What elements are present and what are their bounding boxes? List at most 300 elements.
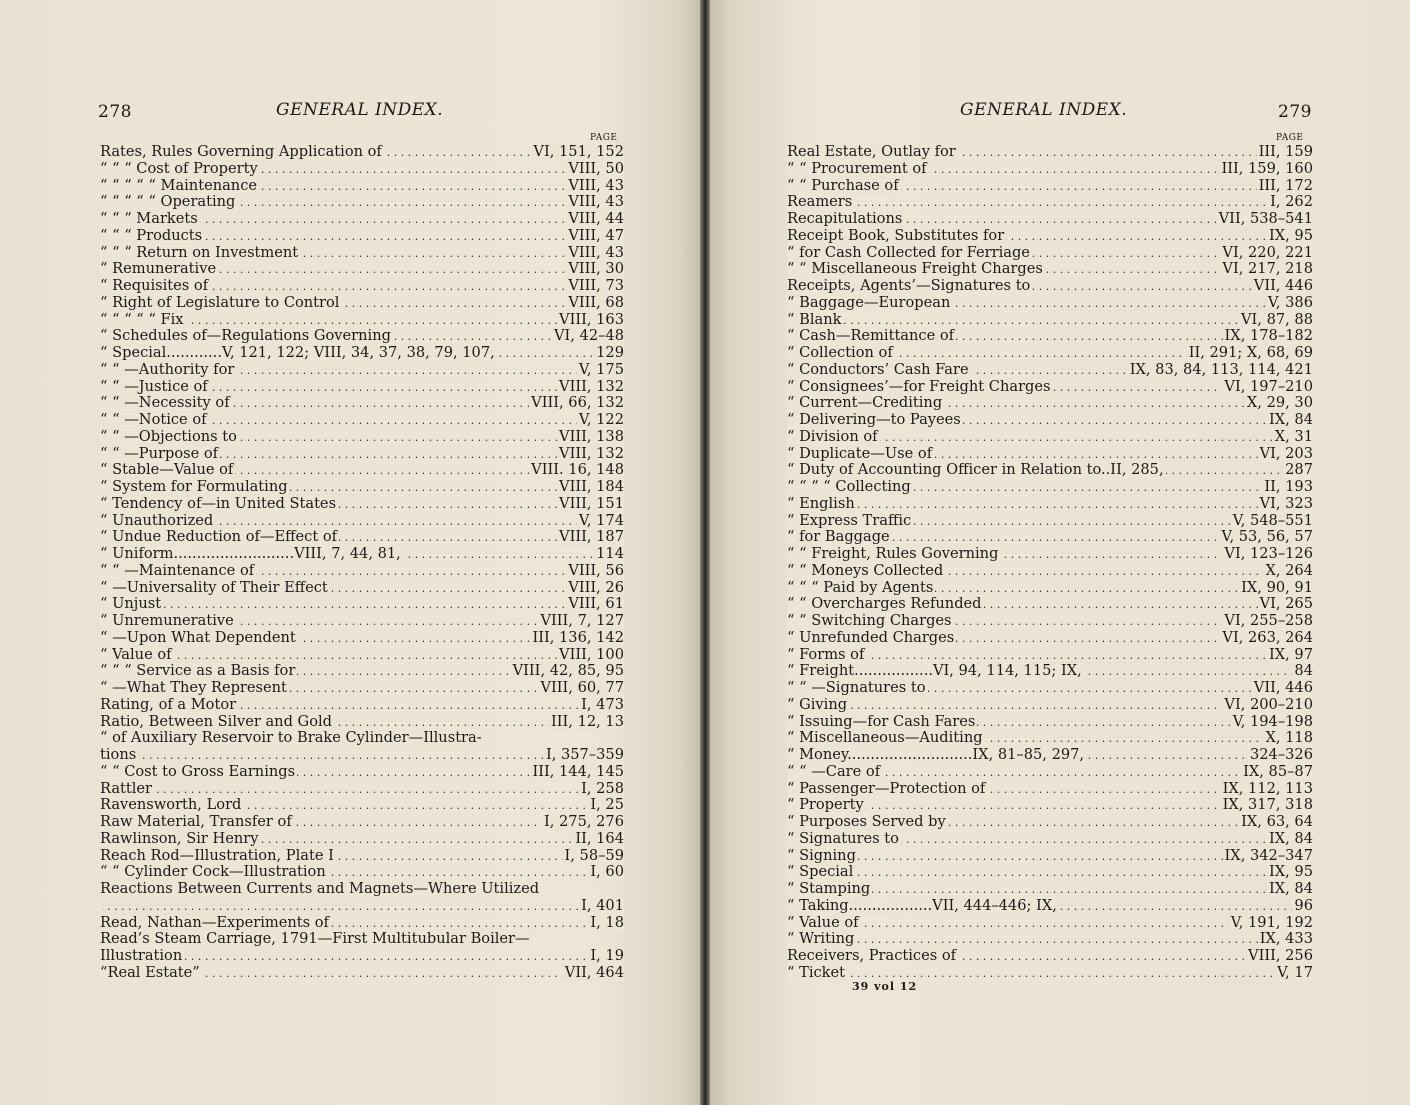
index-entry xyxy=(787,915,1313,932)
index-entry xyxy=(100,663,624,680)
entry-page-ref: I, 357–359 xyxy=(545,747,624,763)
dot-leader xyxy=(100,781,624,798)
entry-page-ref: VI, 42–48 xyxy=(553,328,624,345)
entry-page-ref: V, 122 xyxy=(578,412,624,428)
entry-text: “ Ticket xyxy=(787,964,846,981)
index-entry xyxy=(100,630,624,647)
entry-page-ref: VIII, 187 xyxy=(559,529,624,546)
entry-page-ref: VI, 220, 221 xyxy=(1222,244,1313,261)
entry-text: “ “ —Maintenance of xyxy=(100,562,255,579)
index-entry xyxy=(100,563,624,580)
entry-text: Recapitulations xyxy=(787,211,903,227)
index-entry xyxy=(787,563,1313,580)
index-entry xyxy=(100,915,624,932)
entry-page-ref: VIII, 44 xyxy=(568,211,624,227)
entry-page-ref: III, 159 xyxy=(1258,144,1313,160)
entry-page-ref: III, 172 xyxy=(1258,177,1313,194)
index-entry xyxy=(100,446,624,463)
entry-page-ref: VII, 446 xyxy=(1253,278,1313,294)
entry-page-ref: VI, 255–258 xyxy=(1224,613,1313,629)
entry-text: “ Passenger—Protection of xyxy=(787,780,986,797)
entry-page-ref: I, 262 xyxy=(1270,194,1313,211)
right-page-column-label: PAGE xyxy=(1276,133,1304,143)
entry-page-ref: IX, 342–347 xyxy=(1224,847,1313,864)
index-entry xyxy=(787,446,1313,463)
index-entry xyxy=(100,881,624,898)
entry-text: “ “ “ “ “ Operating xyxy=(100,194,236,211)
entry-text: “ Taking..................VII, 444–446; IX, xyxy=(787,897,1057,914)
entry-page-ref: 287 xyxy=(1285,462,1313,479)
entry-text: Receipts, Agents’—Signatures to xyxy=(787,278,1031,294)
right-page xyxy=(710,0,1410,1105)
entry-text: Receipt Book, Substitutes for xyxy=(787,227,1005,244)
entry-page-ref: V, 175 xyxy=(578,361,624,378)
entry-page-ref: VIII, 7, 127 xyxy=(540,613,624,629)
index-entry xyxy=(100,178,624,195)
index-entry xyxy=(100,429,624,446)
entry-text: “ Writing xyxy=(787,931,855,948)
index-entry xyxy=(787,697,1313,714)
entry-page-ref: X, 31 xyxy=(1274,428,1313,445)
entry-text: “ Miscellaneous—Auditing xyxy=(787,730,983,747)
entry-page-ref: IX, 178–182 xyxy=(1224,328,1313,345)
entry-page-ref: VIII, 47 xyxy=(568,227,624,244)
entry-page-ref: IX, 83, 84, 113, 114, 421 xyxy=(1129,361,1313,378)
entry-page-ref: 324–326 xyxy=(1249,747,1313,763)
entry-text: “ Consignees’—for Freight Charges xyxy=(787,378,1051,395)
index-entry xyxy=(100,931,624,948)
entry-text: “ Blank xyxy=(787,311,842,328)
entry-text: “ “ “ “ “ Maintenance xyxy=(100,177,258,194)
entry-text: “ Collection of xyxy=(787,345,893,361)
index-entry xyxy=(787,245,1313,262)
entry-page-ref: VIII, 56 xyxy=(568,562,624,579)
index-entry xyxy=(787,362,1313,379)
entry-text: “ “ Switching Charges xyxy=(787,613,952,629)
index-entry xyxy=(100,647,624,664)
entry-text: “ —What They Represent xyxy=(100,680,287,696)
entry-text: “ Undue Reduction of—Effect of xyxy=(100,529,338,546)
index-entry xyxy=(787,831,1313,848)
entry-text: “ for Cash Collected for Ferriage xyxy=(787,244,1030,261)
right-running-title: GENERAL INDEX. xyxy=(960,100,1128,120)
entry-page-ref: I, 473 xyxy=(581,696,624,713)
entry-text: “ Signing xyxy=(787,847,856,864)
entry-page-ref: III, 159, 160 xyxy=(1221,160,1313,177)
entry-text: “ “ “ Return on Investment xyxy=(100,244,299,261)
entry-text: “ Current—Crediting xyxy=(787,395,943,412)
entry-page-ref: IX, 84 xyxy=(1268,830,1313,847)
index-entry xyxy=(787,479,1313,496)
index-entry xyxy=(100,194,624,211)
index-entry xyxy=(787,312,1313,329)
entry-page-ref: I, 19 xyxy=(590,948,624,964)
index-entry xyxy=(787,730,1313,747)
index-entry xyxy=(787,948,1313,965)
entry-page-ref: III, 144, 145 xyxy=(532,763,624,780)
entry-page-ref: I, 25 xyxy=(590,797,624,814)
index-entry xyxy=(100,848,624,865)
entry-page-ref: VIII, 73 xyxy=(568,278,624,294)
index-entry xyxy=(100,680,624,697)
entry-text: “ “ “ Paid by Agents xyxy=(787,579,934,596)
entry-page-ref: V, 194–198 xyxy=(1232,713,1313,730)
entry-text: “ Stamping xyxy=(787,881,871,897)
index-entry xyxy=(787,429,1313,446)
entry-text: “ “ “ Markets xyxy=(100,211,198,227)
entry-text: Receivers, Practices of xyxy=(787,948,957,964)
index-entry xyxy=(787,898,1313,915)
entry-text: “ “ “ “ “ Fix xyxy=(100,311,184,328)
entry-page-ref: VIII, 43 xyxy=(568,244,624,261)
entry-text: Reactions Between Currents and Magnets—Where Utilized xyxy=(100,881,540,897)
index-entry xyxy=(787,630,1313,647)
entry-text: Raw Material, Transfer of xyxy=(100,814,292,830)
entry-page-ref: 96 xyxy=(1294,897,1313,914)
entry-page-ref: VI, 203 xyxy=(1259,445,1313,462)
index-entry xyxy=(100,781,624,798)
entry-page-ref: II, 164 xyxy=(575,830,624,847)
entry-text: Read’s Steam Carriage, 1791—First Multitubular Boiler— xyxy=(100,931,530,948)
entry-page-ref: III, 136, 142 xyxy=(532,629,624,646)
entry-text: “ Duty of Accounting Officer in Relation to..II, 285, xyxy=(787,462,1164,479)
entry-text: “ Stable—Value of xyxy=(100,462,234,479)
entry-page-ref: VIII, 61 xyxy=(568,596,624,613)
entry-page-ref: V, 191, 192 xyxy=(1230,914,1313,931)
entry-page-ref: IX, 95 xyxy=(1268,864,1313,881)
entry-page-ref: VII, 464 xyxy=(564,964,624,981)
entry-page-ref: VIII, 42, 85, 95 xyxy=(512,663,624,680)
entry-text: “ “ —Care of xyxy=(787,763,881,780)
entry-text: “ Issuing—for Cash Fares xyxy=(787,713,976,730)
entry-page-ref: V, 386 xyxy=(1267,294,1313,311)
index-entry xyxy=(100,245,624,262)
entry-page-ref: V, 548–551 xyxy=(1232,512,1313,529)
index-entry xyxy=(787,496,1313,513)
index-entry xyxy=(100,764,624,781)
entry-text: “ Property xyxy=(787,797,864,814)
index-entry xyxy=(100,144,624,161)
entry-page-ref: IX, 63, 64 xyxy=(1241,814,1313,830)
entry-text: “ Purposes Served by xyxy=(787,814,946,830)
entry-text: Rates, Rules Governing Application of xyxy=(100,144,382,160)
entry-text: “ Special............V, 121, 122; VIII, 34, 37, 38, 79, 107, xyxy=(100,345,495,361)
entry-page-ref: I, 18 xyxy=(590,914,624,931)
index-entry xyxy=(787,647,1313,664)
entry-page-ref: VIII, 43 xyxy=(568,177,624,194)
index-entry xyxy=(787,580,1313,597)
index-entry xyxy=(100,161,624,178)
entry-text: “ Cash—Remittance of xyxy=(787,328,955,345)
dot-leader xyxy=(100,647,624,664)
index-entry xyxy=(100,948,624,965)
entry-text: “ Money...........................IX, 81–85, 297, xyxy=(787,747,1085,763)
entry-text: Rattler xyxy=(100,780,153,797)
index-entry xyxy=(787,881,1313,898)
index-entry xyxy=(787,161,1313,178)
entry-text: “ “ “ Products xyxy=(100,227,203,244)
index-entry xyxy=(100,831,624,848)
index-entry xyxy=(787,278,1313,295)
index-entry xyxy=(100,697,624,714)
index-entry xyxy=(787,194,1313,211)
index-entry xyxy=(100,261,624,278)
index-entry xyxy=(100,898,624,915)
entry-text xyxy=(100,898,102,914)
entry-text: “ —Upon What Dependent xyxy=(100,629,296,646)
index-entry xyxy=(100,814,624,831)
entry-page-ref: VI, 151, 152 xyxy=(533,144,624,160)
left-running-title: GENERAL INDEX. xyxy=(276,100,444,120)
entry-page-ref: IX, 317, 318 xyxy=(1222,797,1313,814)
entry-text: “ Unauthorized xyxy=(100,512,214,529)
entry-page-ref: II, 193 xyxy=(1264,479,1313,495)
index-entry xyxy=(100,412,624,429)
dot-leader xyxy=(787,931,1313,948)
left-page xyxy=(0,0,700,1105)
entry-text: “Real Estate” xyxy=(100,964,200,981)
index-entry xyxy=(787,345,1313,362)
index-entry xyxy=(787,295,1313,312)
index-entry xyxy=(787,529,1313,546)
entry-text: Illustration xyxy=(100,948,183,964)
entry-page-ref: VIII, 60, 77 xyxy=(540,680,624,696)
entry-page-ref: IX, 84 xyxy=(1268,881,1313,897)
index-entry xyxy=(100,328,624,345)
index-entry xyxy=(100,546,624,563)
index-entry xyxy=(787,764,1313,781)
entry-text: “ Uniform..........................VIII, 7, 44, 81, xyxy=(100,546,401,562)
entry-page-ref: V, 174 xyxy=(578,512,624,529)
entry-page-ref: VIII, 138 xyxy=(559,428,624,445)
entry-page-ref: VIII, 26 xyxy=(568,579,624,596)
entry-page-ref: I, 401 xyxy=(581,897,624,914)
entry-text: “ Giving xyxy=(787,696,848,713)
entry-text: “ “ “ Service as a Basis for xyxy=(100,663,296,680)
entry-page-ref: V, 53, 56, 57 xyxy=(1221,529,1313,546)
entry-page-ref: VIII, 256 xyxy=(1248,948,1313,964)
entry-page-ref: VIII, 151 xyxy=(559,495,624,512)
index-entry xyxy=(787,144,1313,161)
index-entry xyxy=(787,814,1313,831)
index-entry xyxy=(100,596,624,613)
entry-page-ref: IX, 95 xyxy=(1268,227,1313,244)
index-entry xyxy=(787,462,1313,479)
entry-page-ref: 129 xyxy=(596,345,624,361)
index-entry xyxy=(100,496,624,513)
entry-page-ref: VIII, 68 xyxy=(568,294,624,311)
entry-page-ref: VIII, 43 xyxy=(568,194,624,211)
entry-text: “ Signatures to xyxy=(787,830,899,847)
entry-text: “ “ “ Cost of Property xyxy=(100,160,258,177)
book-gutter xyxy=(700,0,710,1105)
entry-page-ref: VIII. 16, 148 xyxy=(531,462,624,479)
entry-text: “ “ Freight, Rules Governing xyxy=(787,546,999,562)
entry-text: “ “ Overcharges Refunded xyxy=(787,596,982,613)
entry-text: “ “ —Purpose of xyxy=(100,445,219,462)
entry-page-ref: VI, 265 xyxy=(1259,596,1313,613)
entry-page-ref: VI, 87, 88 xyxy=(1241,311,1313,328)
entry-text: “ Baggage—European xyxy=(787,294,951,311)
entry-text: “ English xyxy=(787,495,855,512)
entry-page-ref: I, 60 xyxy=(590,864,624,881)
entry-text: “ “ —Signatures to xyxy=(787,680,926,696)
entry-text: Rating, of a Motor xyxy=(100,696,237,713)
entry-text: “ Right of Legislature to Control xyxy=(100,294,340,311)
entry-page-ref: VII, 538–541 xyxy=(1218,211,1313,227)
index-entry xyxy=(100,613,624,630)
entry-text: “ of Auxiliary Reservoir to Brake Cylinder—Illustra- xyxy=(100,730,482,747)
left-page-number: 278 xyxy=(98,102,132,122)
entry-text: “ Express Traffic xyxy=(787,512,912,529)
entry-text: “ Freight.................VI, 94, 114, 115; IX, xyxy=(787,663,1082,680)
index-entry xyxy=(100,730,624,747)
index-entry xyxy=(100,228,624,245)
index-entry xyxy=(100,580,624,597)
entry-page-ref: IX, 84 xyxy=(1268,412,1313,428)
entry-page-ref: VII, 446 xyxy=(1253,680,1313,696)
entry-page-ref: II, 291; X, 68, 69 xyxy=(1188,345,1313,361)
entry-text: “ Special xyxy=(787,864,854,881)
entry-page-ref: VIII, 132 xyxy=(559,378,624,395)
entry-text: “ Delivering—to Payees xyxy=(787,412,961,428)
index-entry xyxy=(100,312,624,329)
right-page-number: 279 xyxy=(1278,102,1312,122)
index-entry xyxy=(787,747,1313,764)
left-page-column-label: PAGE xyxy=(590,133,618,143)
entry-page-ref: IX, 97 xyxy=(1268,646,1313,663)
index-entry xyxy=(100,345,624,362)
entry-text: “ “ —Justice of xyxy=(100,378,208,395)
index-entry xyxy=(787,211,1313,228)
entry-text: “ Value of xyxy=(787,914,859,931)
dot-leader xyxy=(787,312,1313,329)
entry-page-ref: VI, 123–126 xyxy=(1224,546,1313,562)
index-entry xyxy=(787,714,1313,731)
entry-page-ref: VIII, 163 xyxy=(559,311,624,328)
index-entry xyxy=(787,848,1313,865)
entry-page-ref: I, 58–59 xyxy=(564,847,624,864)
dot-leader xyxy=(100,898,624,915)
entry-page-ref: X, 118 xyxy=(1265,730,1313,747)
entry-page-ref: IX, 433 xyxy=(1259,931,1313,948)
entry-text: “ Value of xyxy=(100,646,172,663)
index-entry xyxy=(100,211,624,228)
entry-page-ref: IX, 90, 91 xyxy=(1241,579,1313,596)
index-entry xyxy=(787,797,1313,814)
entry-text: “ “ Moneys Collected xyxy=(787,562,944,579)
entry-text: “ “ Cost to Gross Earnings xyxy=(100,763,296,780)
index-entry xyxy=(100,714,624,731)
entry-text: “ Duplicate—Use of xyxy=(787,445,933,462)
entry-text: “ Unremunerative xyxy=(100,613,234,629)
signature-mark: 39 vol 12 xyxy=(852,980,918,993)
entry-text: “ Schedules of—Regulations Governing xyxy=(100,328,391,345)
entry-page-ref: III, 12, 13 xyxy=(551,713,624,730)
index-entry xyxy=(787,663,1313,680)
entry-page-ref: VI, 263, 264 xyxy=(1222,629,1313,646)
entry-text: “ “ Procurement of xyxy=(787,160,927,177)
entry-text: “ “ —Objections to xyxy=(100,428,237,445)
index-entry xyxy=(100,513,624,530)
dot-leader xyxy=(787,864,1313,881)
dot-leader xyxy=(787,496,1313,513)
entry-page-ref: X, 29, 30 xyxy=(1246,395,1313,412)
index-entry xyxy=(787,680,1313,697)
index-entry xyxy=(100,747,624,764)
entry-page-ref: VIII, 50 xyxy=(568,160,624,177)
entry-text: “ “ Miscellaneous Freight Charges xyxy=(787,261,1043,278)
entry-page-ref: VI, 217, 218 xyxy=(1222,261,1313,278)
dot-leader xyxy=(787,965,1313,982)
entry-text: Real Estate, Outlay for xyxy=(787,144,956,160)
entry-text: Ravensworth, Lord xyxy=(100,797,242,814)
index-entry xyxy=(100,797,624,814)
index-entry xyxy=(787,379,1313,396)
entry-text: Rawlinson, Sir Henry xyxy=(100,830,259,847)
index-entry xyxy=(787,864,1313,881)
entry-page-ref: V, 17 xyxy=(1277,964,1313,981)
index-entry xyxy=(787,613,1313,630)
entry-text: “ Forms of xyxy=(787,646,865,663)
entry-text: “ Conductors’ Cash Fare xyxy=(787,361,969,378)
index-entry xyxy=(787,228,1313,245)
index-entry xyxy=(787,965,1313,982)
dot-leader xyxy=(787,194,1313,211)
entry-text: Reach Rod—Illustration, Plate I xyxy=(100,847,334,864)
index-entry xyxy=(100,965,624,982)
index-entry xyxy=(787,261,1313,278)
entry-text: “ System for Formulating xyxy=(100,479,288,495)
entry-text: “ Division of xyxy=(787,428,878,445)
entry-page-ref: I, 275, 276 xyxy=(543,814,624,830)
entry-text: “ Tendency of—in United States xyxy=(100,495,337,512)
entry-page-ref: VI, 200–210 xyxy=(1224,696,1313,713)
index-entry xyxy=(100,379,624,396)
index-entry xyxy=(787,931,1313,948)
index-entry xyxy=(787,328,1313,345)
index-entry xyxy=(100,462,624,479)
index-entry xyxy=(787,513,1313,530)
index-entry xyxy=(100,529,624,546)
entry-text: “ —Universality of Their Effect xyxy=(100,579,328,596)
entry-text: “ Unrefunded Charges xyxy=(787,629,955,646)
entry-text: “ for Baggage xyxy=(787,529,890,546)
index-entry xyxy=(787,178,1313,195)
entry-page-ref: 84 xyxy=(1294,663,1313,680)
entry-page-ref: IX, 112, 113 xyxy=(1222,780,1313,797)
index-entry xyxy=(787,395,1313,412)
entry-text: Reamers xyxy=(787,194,853,211)
right-index-entries xyxy=(787,144,1313,982)
index-entry xyxy=(787,546,1313,563)
entry-text: “ “ “ “ Collecting xyxy=(787,479,911,495)
entry-text: “ “ —Necessity of xyxy=(100,395,230,412)
index-entry xyxy=(100,864,624,881)
entry-text: “ “ —Authority for xyxy=(100,361,235,378)
entry-page-ref: VIII, 184 xyxy=(559,479,624,495)
entry-page-ref: VIII, 100 xyxy=(559,646,624,663)
entry-page-ref: VI, 323 xyxy=(1259,495,1313,512)
entry-page-ref: VIII, 66, 132 xyxy=(531,395,624,412)
index-entry xyxy=(100,479,624,496)
entry-text: “ Remunerative xyxy=(100,261,217,278)
left-index-entries xyxy=(100,144,624,982)
index-entry xyxy=(100,395,624,412)
index-entry xyxy=(787,781,1313,798)
entry-page-ref: I, 258 xyxy=(581,780,624,797)
entry-text: tions xyxy=(100,747,137,763)
